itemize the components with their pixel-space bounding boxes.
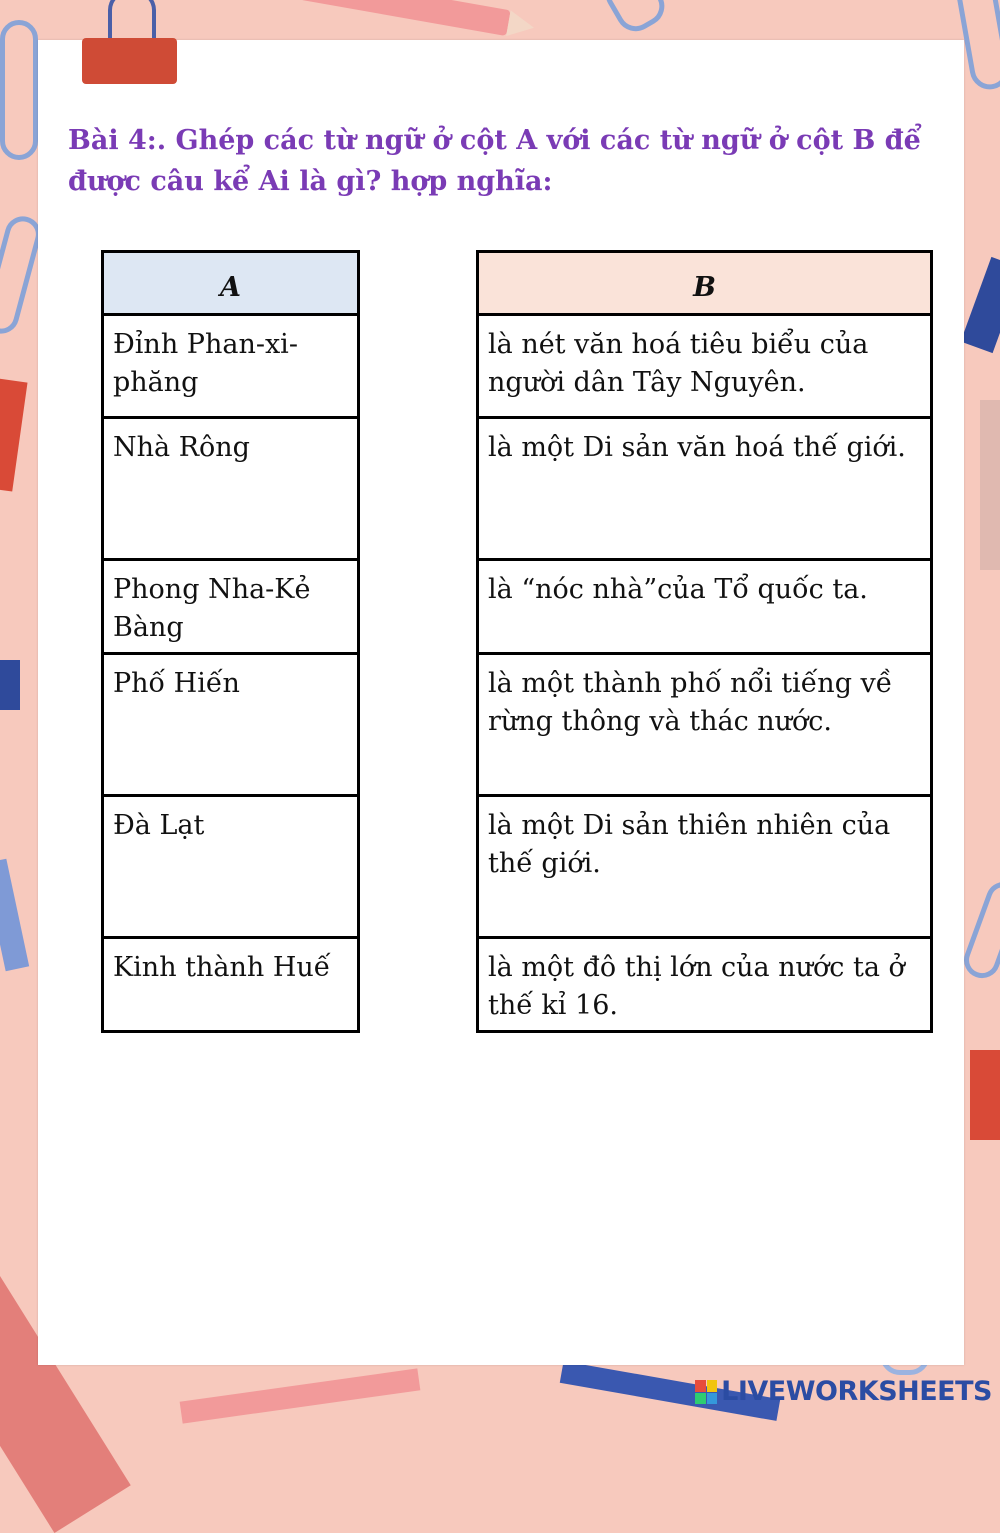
column-a-item[interactable]: Nhà Rông [103, 418, 359, 560]
pencil-decoration [0, 859, 29, 972]
paperclip-icon [959, 877, 1000, 983]
column-b-item[interactable]: là một Di sản văn hoá thế giới. [478, 418, 932, 560]
column-b-item[interactable]: là một Di sản thiên nhiên của thế giới. [478, 796, 932, 938]
column-b-item[interactable]: là “nóc nhà”của Tổ quốc ta. [478, 560, 932, 654]
pencil-decoration [0, 378, 28, 491]
column-b-item[interactable]: là nét văn hoá tiêu biểu của người dân Tây Nguyên. [478, 315, 932, 418]
column-a-table [101, 250, 360, 1033]
binder-clip-icon [82, 38, 177, 84]
column-a-item[interactable]: Đà Lạt [103, 796, 359, 938]
column-b-item[interactable]: là một đô thị lớn của nước ta ở thế kỉ 16. [478, 938, 932, 1032]
column-a-item[interactable]: Đỉnh Phan-xi-phăng [103, 315, 359, 418]
pencil-decoration [970, 1050, 1000, 1140]
liveworksheets-brand [695, 1377, 992, 1407]
column-b-header: B [478, 252, 932, 315]
liveworksheets-logo-icon [695, 1380, 717, 1404]
paperclip-icon [0, 20, 38, 160]
brand-text: LIVEWORKSHEETS [721, 1376, 992, 1407]
pencil-decoration [980, 400, 1000, 570]
column-a-item[interactable]: Kinh thành Huế [103, 938, 359, 1032]
binder-clip-icon [0, 660, 20, 710]
pencil-decoration [961, 257, 1000, 353]
column-a-header: A [103, 252, 359, 315]
pencil-decoration [180, 1368, 421, 1423]
paperclip-icon [598, 0, 671, 38]
column-a-item[interactable]: Phong Nha-Kẻ Bàng [103, 560, 359, 654]
column-b-table [476, 250, 933, 1033]
column-b-item[interactable]: là một thành phố nổi tiếng về rừng thông và thác nước. [478, 654, 932, 796]
column-a-item[interactable]: Phố Hiến [103, 654, 359, 796]
exercise-title: Bài 4:. Ghép các từ ngữ ở cột A với các từ ngữ ở cột B để được câu kể Ai là gì? hợp nghĩa: [68, 125, 921, 197]
pencil-decoration [299, 0, 510, 36]
